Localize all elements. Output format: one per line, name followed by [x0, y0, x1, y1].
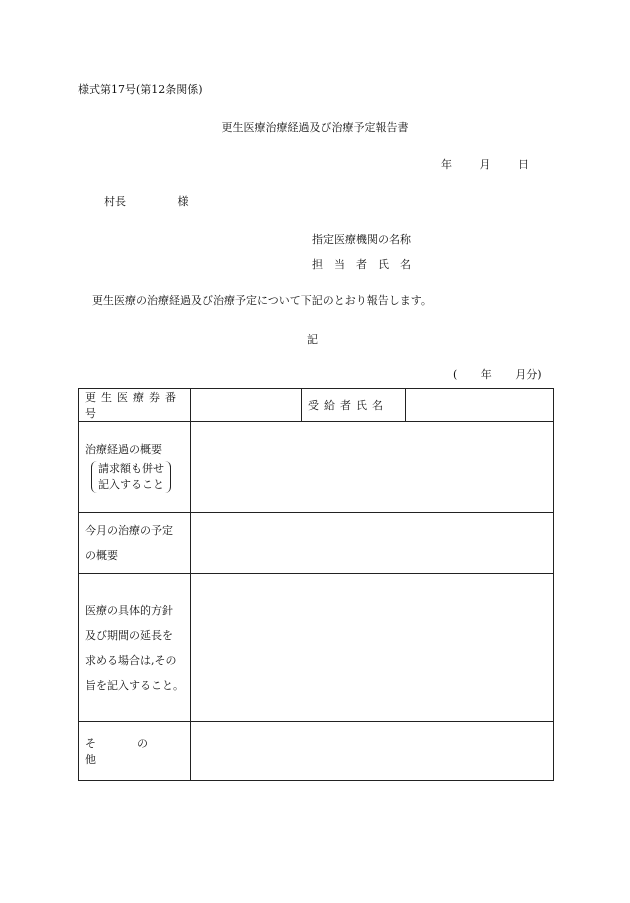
- period-month: 月分): [515, 368, 542, 381]
- policy-label-cell: [79, 574, 191, 722]
- policy-label-line-3: 求める場合は,その: [85, 653, 177, 667]
- plan-label-line-2: の概要: [85, 549, 118, 562]
- plan-field[interactable]: [191, 513, 554, 574]
- person-label: 担当者氏名: [312, 258, 422, 271]
- date-line: [441, 156, 531, 172]
- body-text: 更生医療の治療経過及び治療予定について下記のとおり報告します。: [92, 294, 432, 307]
- table-row: [79, 389, 554, 422]
- other-char-3: 他: [85, 753, 96, 766]
- addressee-name: 村長: [104, 195, 126, 208]
- table-row: [79, 422, 554, 513]
- table-row: [79, 513, 554, 574]
- table-row: [79, 574, 554, 722]
- progress-note-line-1: 請求額も併せ: [98, 462, 164, 475]
- policy-label-line-4: 旨を記入すること。: [85, 678, 184, 692]
- document-title: 更生医療治療経過及び治療予定報告書: [221, 121, 409, 134]
- progress-note-line-2: 記入すること: [98, 478, 164, 491]
- plan-label-cell: [79, 513, 191, 574]
- recipient-name-field[interactable]: [406, 389, 554, 422]
- ticket-number-field[interactable]: [191, 389, 302, 422]
- period-year: 年: [480, 368, 492, 381]
- progress-field[interactable]: [191, 422, 554, 513]
- date-month-label: 月: [479, 158, 491, 171]
- recipient-name-label: 受給者氏名: [302, 389, 406, 422]
- policy-label-line-1: 医療の具体的方針: [85, 603, 173, 617]
- other-char-1: そ: [85, 737, 96, 750]
- form-number: 様式第17号(第12条関係): [78, 83, 203, 96]
- date-day-label: 日: [518, 158, 529, 171]
- other-field[interactable]: [191, 722, 554, 781]
- period-open: (: [453, 368, 458, 381]
- progress-note: [91, 461, 171, 493]
- progress-label: 治療経過の概要: [85, 443, 162, 456]
- policy-field[interactable]: [191, 574, 554, 722]
- addressee-honorific: 様: [177, 195, 189, 208]
- addressee: [104, 193, 189, 209]
- report-table: [78, 388, 554, 781]
- other-label: [79, 722, 191, 781]
- other-char-2: の: [137, 737, 148, 750]
- ki-heading: 記: [307, 333, 318, 346]
- institution-label: 指定医療機関の名称: [312, 233, 411, 246]
- date-year-label: 年: [441, 158, 452, 171]
- policy-label-line-2: 及び期間の延長を: [85, 628, 173, 642]
- progress-label-cell: [79, 422, 191, 513]
- table-row: [79, 722, 554, 781]
- period-line: [453, 366, 542, 382]
- ticket-number-label: 更生医療券番号: [79, 389, 191, 422]
- plan-label-line-1: 今月の治療の予定: [85, 524, 173, 537]
